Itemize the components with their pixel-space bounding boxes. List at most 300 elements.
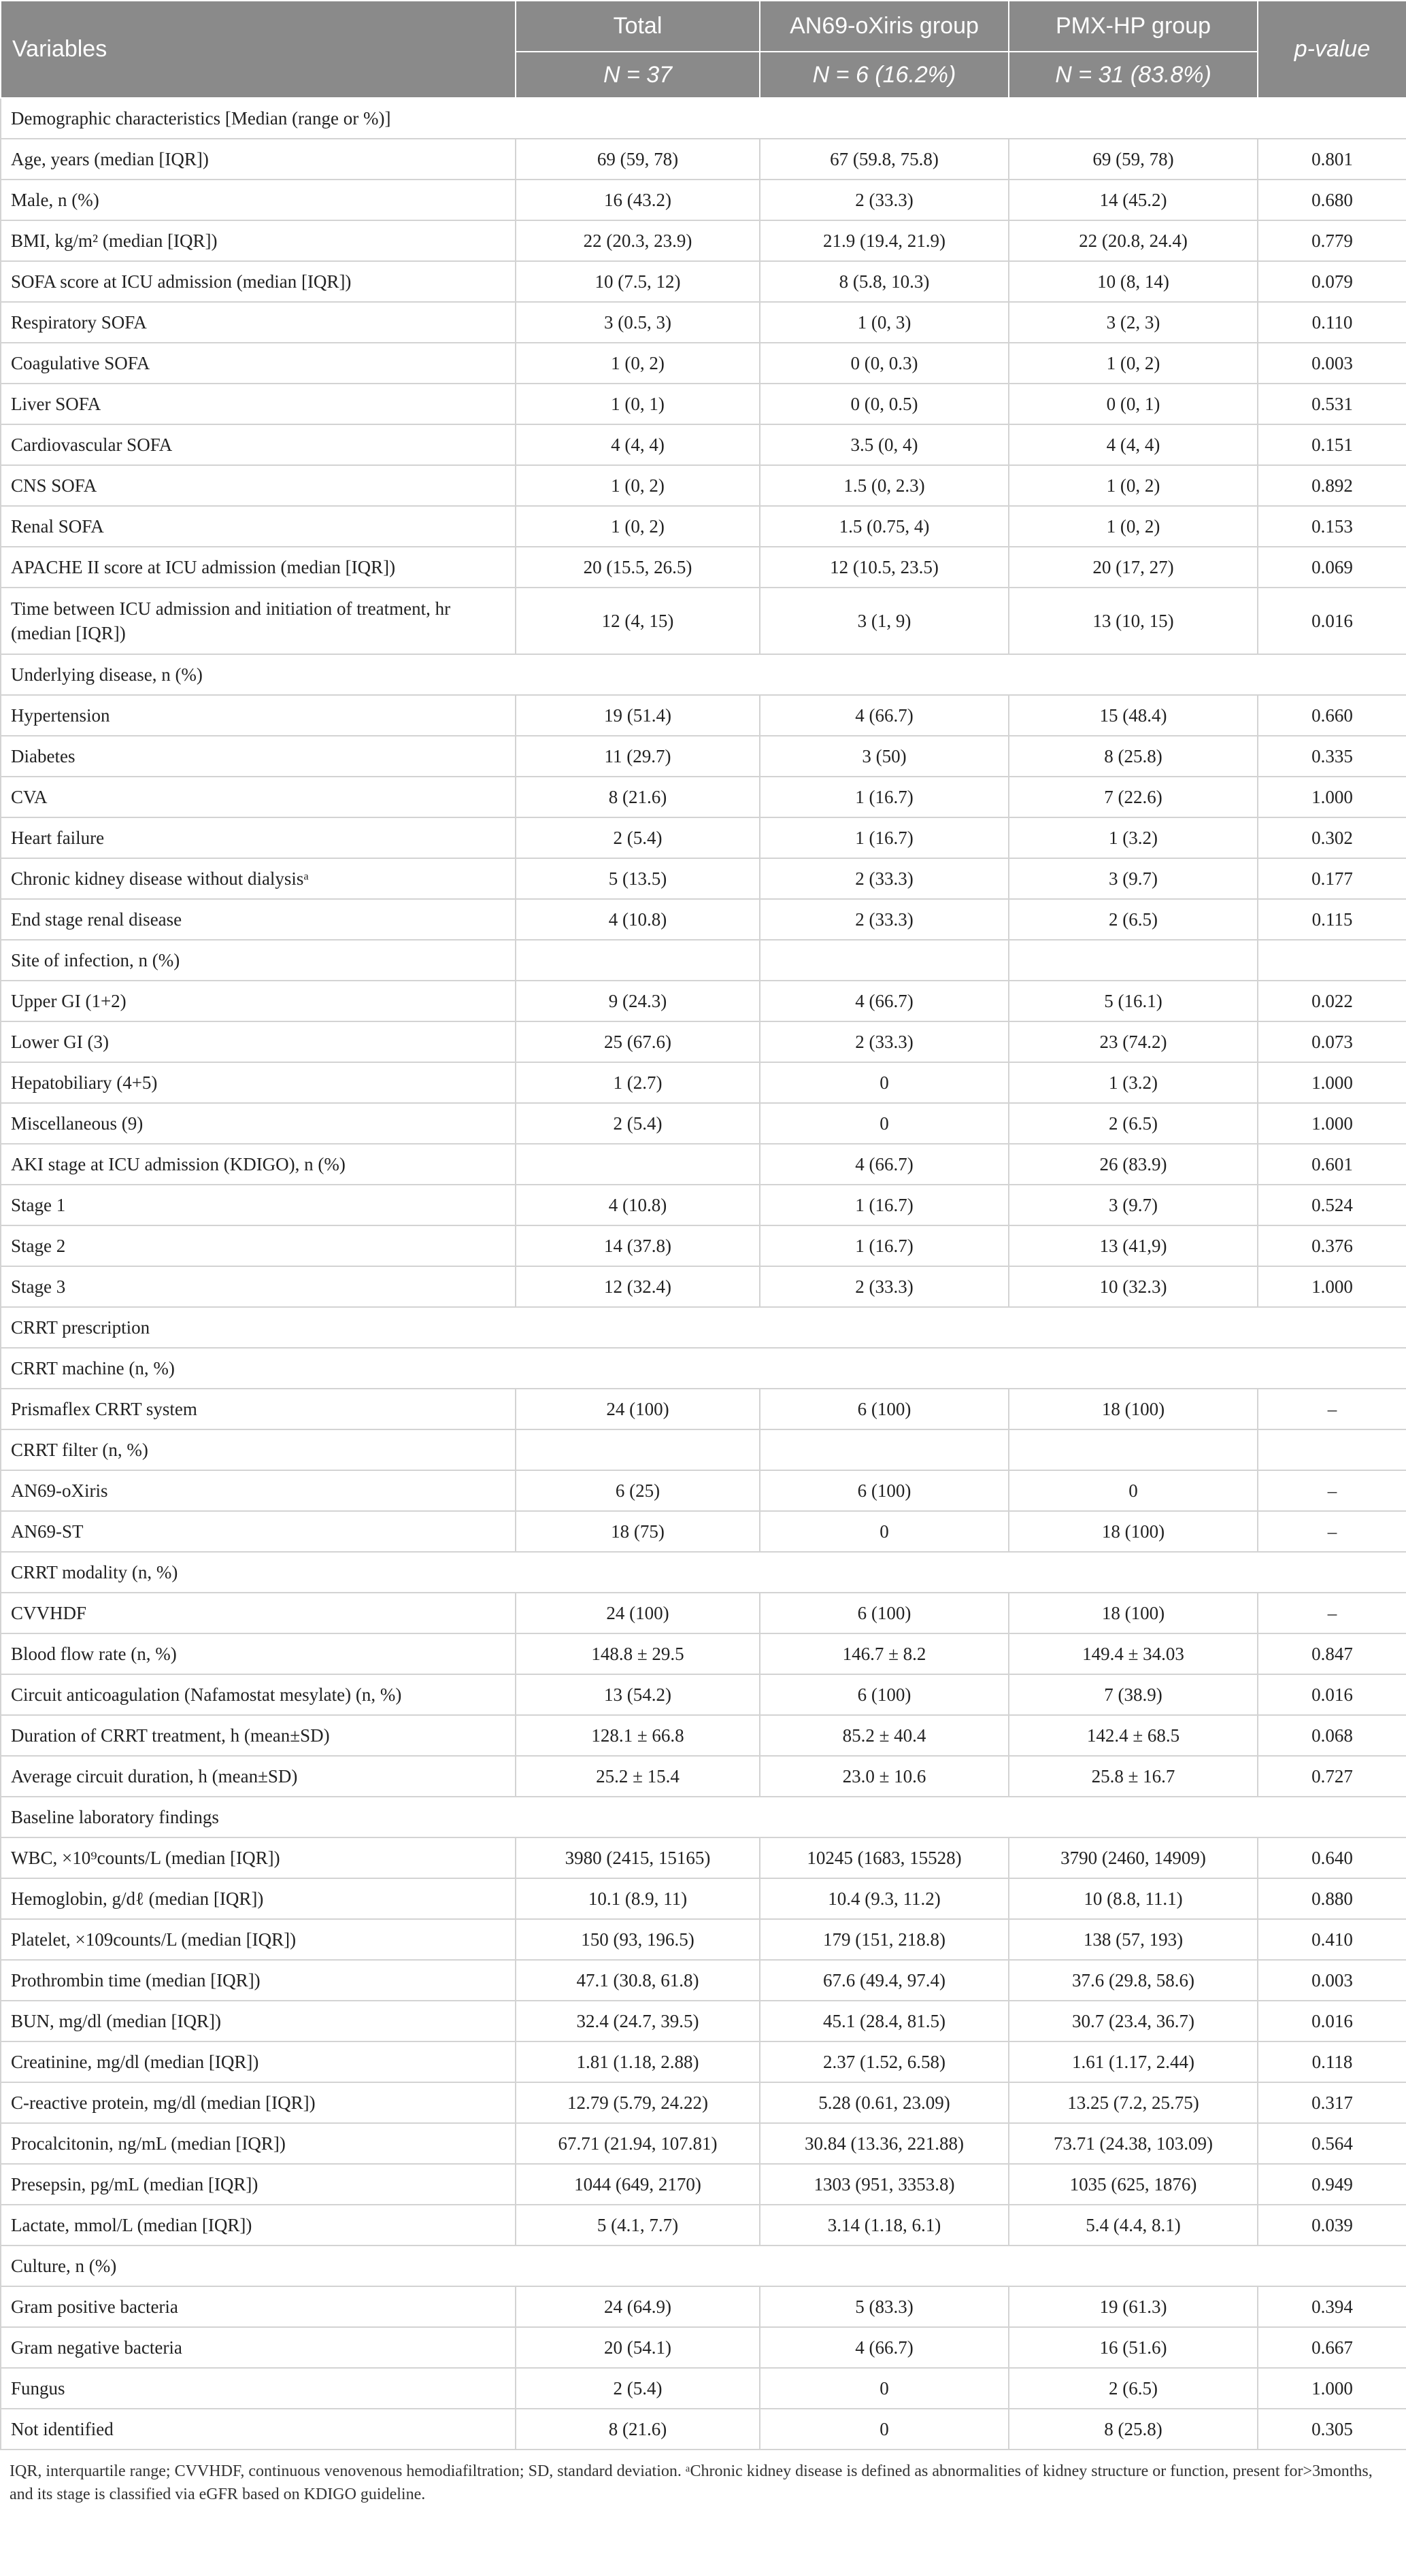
section-row: [1, 1552, 1406, 1593]
cell-an69: 0: [760, 1511, 1009, 1552]
cell-an69: 3.14 (1.18, 6.1): [760, 2205, 1009, 2245]
row-label: Renal SOFA: [1, 506, 516, 547]
header-variables: Variables: [1, 1, 516, 98]
section-label: CRRT prescription: [1, 1307, 1406, 1348]
cell-pvalue: 0.177: [1258, 858, 1406, 899]
header-an69-n: N = 6 (16.2%): [760, 52, 1009, 98]
table-row: [1, 2123, 1406, 2164]
section-row: [1, 98, 1406, 139]
cell-total: 69 (59, 78): [516, 139, 760, 180]
cell-pvalue: 0.394: [1258, 2286, 1406, 2327]
cell-an69: [760, 940, 1009, 981]
cell-pvalue: 0.667: [1258, 2327, 1406, 2368]
cell-an69: 1 (16.7): [760, 777, 1009, 817]
cell-pmx: 14 (45.2): [1009, 180, 1258, 220]
cell-total: 128.1 ± 66.8: [516, 1715, 760, 1756]
cell-pmx: 5 (16.1): [1009, 981, 1258, 1021]
table-row: [1, 2041, 1406, 2082]
table-row: [1, 1021, 1406, 1062]
cell-an69: 4 (66.7): [760, 695, 1009, 736]
cell-pmx: 13 (41,9): [1009, 1225, 1258, 1266]
section-row: [1, 1797, 1406, 1837]
table-row: [1, 424, 1406, 465]
table-row: [1, 2286, 1406, 2327]
table-row: [1, 940, 1406, 981]
cell-pvalue: 0.949: [1258, 2164, 1406, 2205]
cell-an69: 67 (59.8, 75.8): [760, 139, 1009, 180]
table-row: [1, 695, 1406, 736]
cell-total: [516, 1144, 760, 1185]
cell-an69: 12 (10.5, 23.5): [760, 547, 1009, 588]
cell-pvalue: 0.847: [1258, 1633, 1406, 1674]
table-row: [1, 1225, 1406, 1266]
cell-pmx: 10 (8.8, 11.1): [1009, 1878, 1258, 1919]
cell-total: 19 (51.4): [516, 695, 760, 736]
cell-an69: 1.5 (0, 2.3): [760, 465, 1009, 506]
cell-total: 1044 (649, 2170): [516, 2164, 760, 2205]
cell-an69: 1.5 (0.75, 4): [760, 506, 1009, 547]
cell-pvalue: 0.016: [1258, 2001, 1406, 2041]
cell-pmx: 1.61 (1.17, 2.44): [1009, 2041, 1258, 2082]
cell-an69: 6 (100): [760, 1674, 1009, 1715]
cell-total: 148.8 ± 29.5: [516, 1633, 760, 1674]
header-an69-group: AN69-oXiris group: [760, 1, 1009, 52]
cell-total: 20 (15.5, 26.5): [516, 547, 760, 588]
cell-pvalue: 0.022: [1258, 981, 1406, 1021]
cell-an69: 3 (1, 9): [760, 588, 1009, 654]
table-row: [1, 588, 1406, 654]
row-label: Lower GI (3): [1, 1021, 516, 1062]
cell-an69: 6 (100): [760, 1593, 1009, 1633]
cell-total: 1 (2.7): [516, 1062, 760, 1103]
table-header: [1, 1, 1406, 98]
cell-pvalue: 0.016: [1258, 588, 1406, 654]
header-total-n: N = 37: [516, 52, 760, 98]
cell-total: 1 (0, 2): [516, 465, 760, 506]
cell-total: 25.2 ± 15.4: [516, 1756, 760, 1797]
cell-pmx: 4 (4, 4): [1009, 424, 1258, 465]
table-row: [1, 1429, 1406, 1470]
cell-pmx: 2 (6.5): [1009, 899, 1258, 940]
cell-an69: 10245 (1683, 15528): [760, 1837, 1009, 1878]
cell-pmx: 13 (10, 15): [1009, 588, 1258, 654]
cell-pmx: 149.4 ± 34.03: [1009, 1633, 1258, 1674]
cell-pvalue: 0.153: [1258, 506, 1406, 547]
cell-pvalue: 0.302: [1258, 817, 1406, 858]
table-row: [1, 1715, 1406, 1756]
table-row: [1, 220, 1406, 261]
row-label: Male, n (%): [1, 180, 516, 220]
table-row: [1, 1103, 1406, 1144]
cell-an69: 23.0 ± 10.6: [760, 1756, 1009, 1797]
cell-total: 10.1 (8.9, 11): [516, 1878, 760, 1919]
cell-total: 10 (7.5, 12): [516, 261, 760, 302]
row-label: Respiratory SOFA: [1, 302, 516, 343]
cell-an69: 1303 (951, 3353.8): [760, 2164, 1009, 2205]
cell-pvalue: 0.524: [1258, 1185, 1406, 1225]
row-label: Time between ICU admission and initiation of treatment, hr (median [IQR]): [1, 588, 516, 654]
cell-an69: 4 (66.7): [760, 2327, 1009, 2368]
row-label: Prismaflex CRRT system: [1, 1389, 516, 1429]
cell-total: 5 (13.5): [516, 858, 760, 899]
cell-total: 6 (25): [516, 1470, 760, 1511]
cell-pmx: 7 (38.9): [1009, 1674, 1258, 1715]
table-row: [1, 1062, 1406, 1103]
section-label: CRRT machine (n, %): [1, 1348, 1406, 1389]
cell-pmx: 7 (22.6): [1009, 777, 1258, 817]
cell-pvalue: 0.305: [1258, 2409, 1406, 2450]
cell-total: 32.4 (24.7, 39.5): [516, 2001, 760, 2041]
row-label: Miscellaneous (9): [1, 1103, 516, 1144]
row-label: BMI, kg/m² (median [IQR]): [1, 220, 516, 261]
cell-pvalue: 0.151: [1258, 424, 1406, 465]
cell-total: 1 (0, 2): [516, 343, 760, 384]
cell-pvalue: [1258, 940, 1406, 981]
cell-pvalue: 0.068: [1258, 1715, 1406, 1756]
cell-pvalue: 1.000: [1258, 1062, 1406, 1103]
cell-pmx: 1 (0, 2): [1009, 465, 1258, 506]
table-row: [1, 465, 1406, 506]
cell-an69: 10.4 (9.3, 11.2): [760, 1878, 1009, 1919]
section-label: Demographic characteristics [Median (range or %)]: [1, 98, 1406, 139]
cell-an69: 6 (100): [760, 1470, 1009, 1511]
cell-an69: 45.1 (28.4, 81.5): [760, 2001, 1009, 2041]
cell-pvalue: 0.564: [1258, 2123, 1406, 2164]
cell-total: 22 (20.3, 23.9): [516, 220, 760, 261]
cell-pmx: 2 (6.5): [1009, 2368, 1258, 2409]
cell-total: 25 (67.6): [516, 1021, 760, 1062]
cell-an69: 6 (100): [760, 1389, 1009, 1429]
row-label: C-reactive protein, mg/dl (median [IQR]): [1, 2082, 516, 2123]
cell-pmx: 10 (8, 14): [1009, 261, 1258, 302]
cell-total: 3 (0.5, 3): [516, 302, 760, 343]
row-label: Circuit anticoagulation (Nafamostat mesylate) (n, %): [1, 1674, 516, 1715]
header-pmx-group: PMX-HP group: [1009, 1, 1258, 52]
header-pvalue: p-value: [1258, 1, 1406, 98]
table-row: [1, 736, 1406, 777]
table-row: [1, 1633, 1406, 1674]
row-label: Gram negative bacteria: [1, 2327, 516, 2368]
cell-total: 13 (54.2): [516, 1674, 760, 1715]
cell-an69: 8 (5.8, 10.3): [760, 261, 1009, 302]
row-label: Age, years (median [IQR]): [1, 139, 516, 180]
cell-total: 150 (93, 196.5): [516, 1919, 760, 1960]
cell-pvalue: 0.376: [1258, 1225, 1406, 1266]
cell-pvalue: 0.410: [1258, 1919, 1406, 1960]
cell-pmx: 1 (0, 2): [1009, 506, 1258, 547]
table-row: [1, 2409, 1406, 2450]
cell-total: 16 (43.2): [516, 180, 760, 220]
cell-an69: 0 (0, 0.5): [760, 384, 1009, 424]
row-label: APACHE II score at ICU admission (median [IQR]): [1, 547, 516, 588]
row-label: Chronic kidney disease without dialysisᵃ: [1, 858, 516, 899]
cell-pmx: 1035 (625, 1876): [1009, 2164, 1258, 2205]
cell-an69: 4 (66.7): [760, 981, 1009, 1021]
table-row: [1, 261, 1406, 302]
section-label: Underlying disease, n (%): [1, 654, 1406, 695]
cell-total: 11 (29.7): [516, 736, 760, 777]
section-row: [1, 1307, 1406, 1348]
cell-pvalue: 1.000: [1258, 1103, 1406, 1144]
header-total: Total: [516, 1, 760, 52]
cell-an69: 2 (33.3): [760, 899, 1009, 940]
table-row: [1, 343, 1406, 384]
cell-total: 2 (5.4): [516, 817, 760, 858]
row-label: Upper GI (1+2): [1, 981, 516, 1021]
cell-total: 5 (4.1, 7.7): [516, 2205, 760, 2245]
cell-an69: 67.6 (49.4, 97.4): [760, 1960, 1009, 2001]
cell-pmx: 3 (9.7): [1009, 858, 1258, 899]
row-label: Platelet, ×109counts/L (median [IQR]): [1, 1919, 516, 1960]
cell-total: 14 (37.8): [516, 1225, 760, 1266]
cell-pvalue: 0.073: [1258, 1021, 1406, 1062]
cell-pvalue: 0.801: [1258, 139, 1406, 180]
cell-pmx: 3 (9.7): [1009, 1185, 1258, 1225]
cell-pvalue: 0.892: [1258, 465, 1406, 506]
row-label: Gram positive bacteria: [1, 2286, 516, 2327]
table-row: [1, 1593, 1406, 1633]
cell-an69: 1 (16.7): [760, 1225, 1009, 1266]
table-row: [1, 1511, 1406, 1552]
cell-pvalue: 0.531: [1258, 384, 1406, 424]
cell-pvalue: 0.640: [1258, 1837, 1406, 1878]
cell-pvalue: 0.110: [1258, 302, 1406, 343]
cell-pmx: 13.25 (7.2, 25.75): [1009, 2082, 1258, 2123]
table-row: [1, 1389, 1406, 1429]
row-label: Not identified: [1, 2409, 516, 2450]
cell-pmx: 8 (25.8): [1009, 2409, 1258, 2450]
table-row: [1, 1470, 1406, 1511]
table-row: [1, 2082, 1406, 2123]
cell-pmx: 1 (0, 2): [1009, 343, 1258, 384]
cell-an69: [760, 1429, 1009, 1470]
row-label: AN69-oXiris: [1, 1470, 516, 1511]
row-label: SOFA score at ICU admission (median [IQR]): [1, 261, 516, 302]
cell-pmx: 0 (0, 1): [1009, 384, 1258, 424]
table-row: [1, 1878, 1406, 1919]
row-label: CVVHDF: [1, 1593, 516, 1633]
cell-pvalue: –: [1258, 1593, 1406, 1633]
row-label: Site of infection, n (%): [1, 940, 516, 981]
cell-pmx: 10 (32.3): [1009, 1266, 1258, 1307]
cell-pvalue: 0.779: [1258, 220, 1406, 261]
cell-pvalue: 0.069: [1258, 547, 1406, 588]
cell-total: 2 (5.4): [516, 1103, 760, 1144]
cell-pmx: 26 (83.9): [1009, 1144, 1258, 1185]
table-row: [1, 858, 1406, 899]
row-label: CRRT filter (n, %): [1, 1429, 516, 1470]
cell-pvalue: –: [1258, 1389, 1406, 1429]
cell-total: 4 (4, 4): [516, 424, 760, 465]
cell-pmx: 69 (59, 78): [1009, 139, 1258, 180]
cell-total: 9 (24.3): [516, 981, 760, 1021]
cell-an69: 4 (66.7): [760, 1144, 1009, 1185]
row-label: End stage renal disease: [1, 899, 516, 940]
cell-total: 67.71 (21.94, 107.81): [516, 2123, 760, 2164]
cell-pmx: 3790 (2460, 14909): [1009, 1837, 1258, 1878]
cell-pvalue: 1.000: [1258, 2368, 1406, 2409]
cell-pmx: [1009, 1429, 1258, 1470]
cell-an69: 85.2 ± 40.4: [760, 1715, 1009, 1756]
cell-pmx: 73.71 (24.38, 103.09): [1009, 2123, 1258, 2164]
row-label: AKI stage at ICU admission (KDIGO), n (%): [1, 1144, 516, 1185]
cell-pvalue: 0.039: [1258, 2205, 1406, 2245]
cell-total: 24 (100): [516, 1389, 760, 1429]
cell-pvalue: 1.000: [1258, 1266, 1406, 1307]
cell-total: 24 (100): [516, 1593, 760, 1633]
cell-pmx: 18 (100): [1009, 1389, 1258, 1429]
table-row: [1, 139, 1406, 180]
section-row: [1, 654, 1406, 695]
cell-pmx: 18 (100): [1009, 1593, 1258, 1633]
cell-an69: 3 (50): [760, 736, 1009, 777]
cell-total: 12 (32.4): [516, 1266, 760, 1307]
cell-pvalue: 0.317: [1258, 2082, 1406, 2123]
cell-an69: 179 (151, 218.8): [760, 1919, 1009, 1960]
cell-an69: 2.37 (1.52, 6.58): [760, 2041, 1009, 2082]
cell-pmx: 20 (17, 27): [1009, 547, 1258, 588]
row-label: Hepatobiliary (4+5): [1, 1062, 516, 1103]
row-label: Hemoglobin, g/dℓ (median [IQR]): [1, 1878, 516, 1919]
cell-an69: 2 (33.3): [760, 858, 1009, 899]
cell-total: 24 (64.9): [516, 2286, 760, 2327]
row-label: Heart failure: [1, 817, 516, 858]
cell-total: 2 (5.4): [516, 2368, 760, 2409]
cell-pvalue: 0.016: [1258, 1674, 1406, 1715]
cell-an69: 1 (0, 3): [760, 302, 1009, 343]
cell-an69: 2 (33.3): [760, 180, 1009, 220]
row-label: Presepsin, pg/mL (median [IQR]): [1, 2164, 516, 2205]
section-label: Baseline laboratory findings: [1, 1797, 1406, 1837]
cell-pmx: 142.4 ± 68.5: [1009, 1715, 1258, 1756]
cell-total: 20 (54.1): [516, 2327, 760, 2368]
row-label: Fungus: [1, 2368, 516, 2409]
cell-an69: 3.5 (0, 4): [760, 424, 1009, 465]
cell-total: [516, 1429, 760, 1470]
table-row: [1, 899, 1406, 940]
row-label: Procalcitonin, ng/mL (median [IQR]): [1, 2123, 516, 2164]
cell-total: 1.81 (1.18, 2.88): [516, 2041, 760, 2082]
cell-pvalue: 0.601: [1258, 1144, 1406, 1185]
cell-pvalue: 0.003: [1258, 343, 1406, 384]
table-row: [1, 302, 1406, 343]
table-row: [1, 180, 1406, 220]
cell-total: 1 (0, 1): [516, 384, 760, 424]
table-row: [1, 2327, 1406, 2368]
table-row: [1, 2205, 1406, 2245]
table-row: [1, 506, 1406, 547]
cell-pmx: 16 (51.6): [1009, 2327, 1258, 2368]
cell-total: 18 (75): [516, 1511, 760, 1552]
section-row: [1, 1348, 1406, 1389]
row-label: WBC, ×10⁹counts/L (median [IQR]): [1, 1837, 516, 1878]
section-row: [1, 2245, 1406, 2286]
cell-pmx: 25.8 ± 16.7: [1009, 1756, 1258, 1797]
cell-pvalue: [1258, 1429, 1406, 1470]
cell-an69: 30.84 (13.36, 221.88): [760, 2123, 1009, 2164]
cell-pmx: 5.4 (4.4, 8.1): [1009, 2205, 1258, 2245]
row-label: Hypertension: [1, 695, 516, 736]
cell-pvalue: 0.115: [1258, 899, 1406, 940]
table-row: [1, 2368, 1406, 2409]
cell-pvalue: 0.079: [1258, 261, 1406, 302]
table-row: [1, 2001, 1406, 2041]
row-label: Liver SOFA: [1, 384, 516, 424]
cell-total: 8 (21.6): [516, 2409, 760, 2450]
cell-total: 4 (10.8): [516, 1185, 760, 1225]
cell-total: 3980 (2415, 15165): [516, 1837, 760, 1878]
row-label: Blood flow rate (n, %): [1, 1633, 516, 1674]
row-label: Cardiovascular SOFA: [1, 424, 516, 465]
cell-pmx: 37.6 (29.8, 58.6): [1009, 1960, 1258, 2001]
cell-pmx: 3 (2, 3): [1009, 302, 1258, 343]
cell-pvalue: 0.727: [1258, 1756, 1406, 1797]
cell-pvalue: 0.003: [1258, 1960, 1406, 2001]
row-label: Average circuit duration, h (mean±SD): [1, 1756, 516, 1797]
cell-an69: 1 (16.7): [760, 1185, 1009, 1225]
cell-pmx: 2 (6.5): [1009, 1103, 1258, 1144]
table-row: [1, 817, 1406, 858]
table-row: [1, 1266, 1406, 1307]
cell-pmx: 22 (20.8, 24.4): [1009, 220, 1258, 261]
cell-an69: 0: [760, 2409, 1009, 2450]
table-row: [1, 547, 1406, 588]
row-label: Stage 2: [1, 1225, 516, 1266]
cell-pvalue: 0.118: [1258, 2041, 1406, 2082]
cell-pvalue: –: [1258, 1511, 1406, 1552]
cell-pmx: 18 (100): [1009, 1511, 1258, 1552]
cell-total: [516, 940, 760, 981]
cell-pmx: 30.7 (23.4, 36.7): [1009, 2001, 1258, 2041]
table-row: [1, 981, 1406, 1021]
cell-pmx: 0: [1009, 1470, 1258, 1511]
table-row: [1, 1960, 1406, 2001]
cell-pvalue: 1.000: [1258, 777, 1406, 817]
table-row: [1, 1185, 1406, 1225]
row-label: AN69-ST: [1, 1511, 516, 1552]
cell-pmx: 23 (74.2): [1009, 1021, 1258, 1062]
cell-total: 8 (21.6): [516, 777, 760, 817]
row-label: CVA: [1, 777, 516, 817]
table-row: [1, 777, 1406, 817]
cell-an69: 5 (83.3): [760, 2286, 1009, 2327]
cell-an69: 21.9 (19.4, 21.9): [760, 220, 1009, 261]
cell-pmx: 8 (25.8): [1009, 736, 1258, 777]
cell-an69: 0: [760, 1103, 1009, 1144]
cell-an69: 2 (33.3): [760, 1021, 1009, 1062]
section-label: CRRT modality (n, %): [1, 1552, 1406, 1593]
row-label: Stage 1: [1, 1185, 516, 1225]
cell-pvalue: –: [1258, 1470, 1406, 1511]
table-footnote: IQR, interquartile range; CVVHDF, continuous venovenous hemodiafiltration; SD, standard deviation. ᵃChronic kidney disease is defined as abnormalities of kidney structure or function, present for>3months, and its stage is classified via eGFR based on KDIGO guideline.: [10, 2462, 1373, 2503]
cell-pmx: 138 (57, 193): [1009, 1919, 1258, 1960]
table-row: [1, 2164, 1406, 2205]
cell-an69: 0: [760, 2368, 1009, 2409]
cell-pvalue: 0.660: [1258, 695, 1406, 736]
cell-an69: 2 (33.3): [760, 1266, 1009, 1307]
header-pmx-n: N = 31 (83.8%): [1009, 52, 1258, 98]
cell-an69: 0 (0, 0.3): [760, 343, 1009, 384]
cell-total: 12 (4, 15): [516, 588, 760, 654]
cell-total: 47.1 (30.8, 61.8): [516, 1960, 760, 2001]
cell-total: 12.79 (5.79, 24.22): [516, 2082, 760, 2123]
row-label: BUN, mg/dl (median [IQR]): [1, 2001, 516, 2041]
table-row: [1, 384, 1406, 424]
table-row: [1, 1919, 1406, 1960]
cell-pmx: [1009, 940, 1258, 981]
row-label: Duration of CRRT treatment, h (mean±SD): [1, 1715, 516, 1756]
cell-an69: 1 (16.7): [760, 817, 1009, 858]
